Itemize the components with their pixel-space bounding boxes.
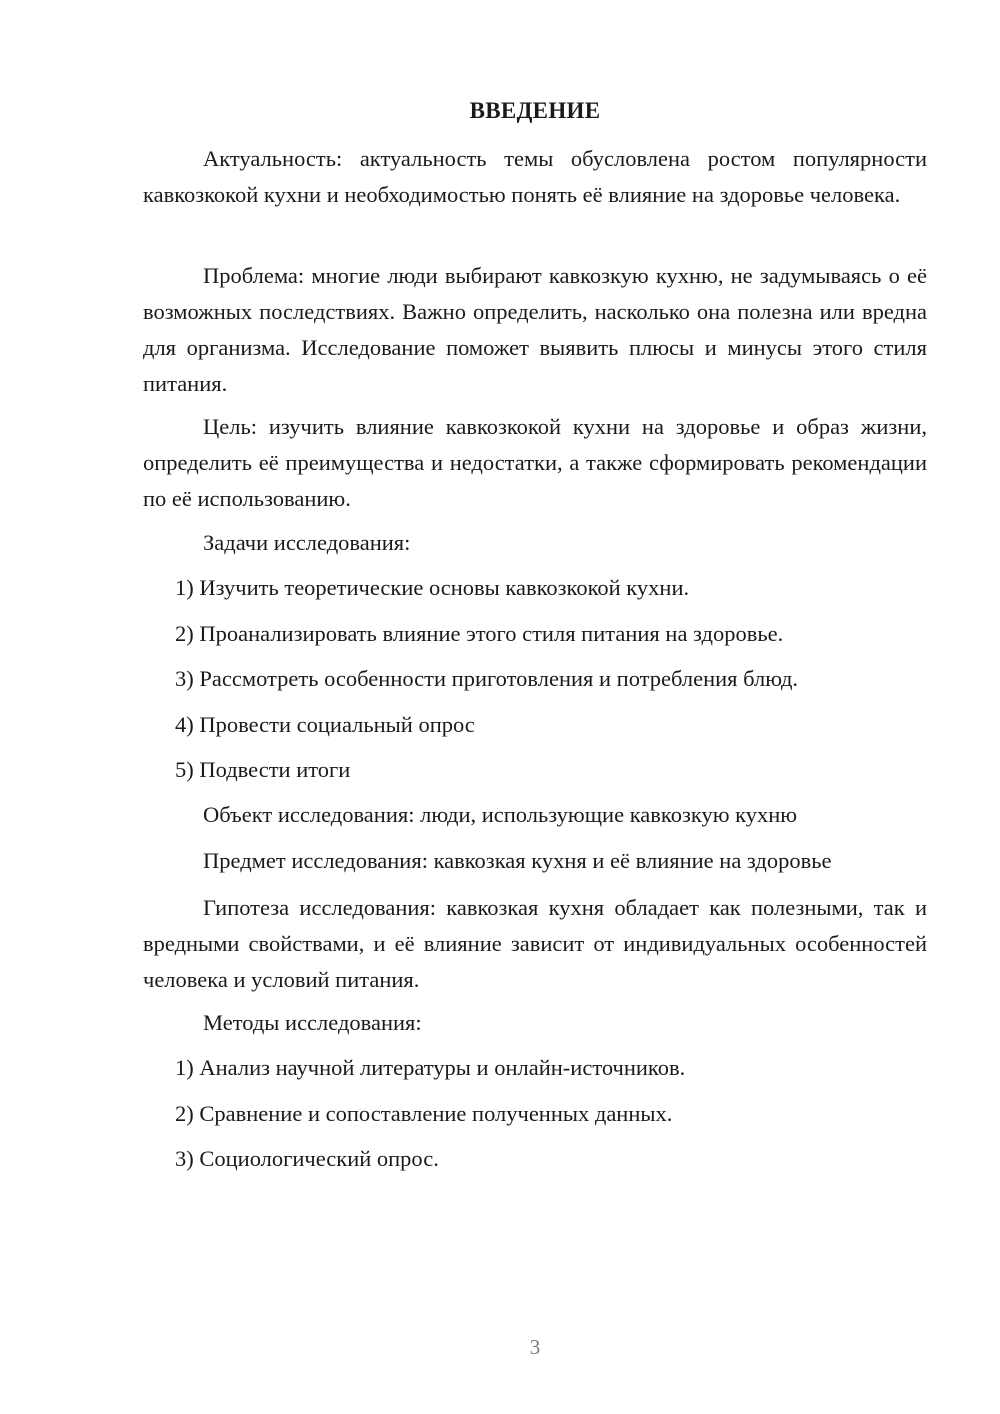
tasks-heading: Задачи исследования: (203, 530, 411, 555)
method-item: 3) Социологический опрос. (175, 1146, 439, 1171)
subject-line: Предмет исследования: кавкозкая кухня и её влияние на здоровье (203, 848, 832, 873)
hypothesis-paragraph: Гипотеза исследования: кавкозкая кухня обладает как полезными, так и вредными свойствами, и её влияние зависит от индивидуальных особенностей человека и условий питания. (143, 895, 927, 992)
task-item: 1) Изучить теоретические основы кавкозкокой кухни. (175, 575, 690, 600)
task-item: 5) Подвести итоги (175, 757, 351, 782)
relevance-paragraph: Актуальность: актуальность темы обусловлена ростом популярности кавкозкокой кухни и необходимостью понять её влияние на здоровье человека. (143, 146, 927, 207)
object-line: Объект исследования: люди, использующие кавкозкую кухню (203, 802, 798, 827)
problem-paragraph: Проблема: многие люди выбирают кавкозкую кухню, не задумываясь о её возможных последствиях. Важно определить, насколько она полезна или вредна для организма. Исследование поможет выявить плюсы и минусы этого стиля питания. (143, 263, 927, 396)
task-item: 3) Рассмотреть особенности приготовления и потребления блюд. (175, 666, 799, 691)
section-title: ВВЕДЕНИЕ (469, 98, 601, 123)
task-item: 2) Проанализировать влияние этого стиля питания на здоровье. (175, 621, 784, 646)
method-item: 1) Анализ научной литературы и онлайн-источников. (175, 1055, 686, 1080)
goal-paragraph: Цель: изучить влияние кавкозкокой кухни на здоровье и образ жизни, определить её преимущества и недостатки, а также сформировать рекомендации по её использованию. (143, 414, 927, 511)
task-item: 4) Провести социальный опрос (175, 712, 475, 737)
methods-heading: Методы исследования: (203, 1010, 422, 1035)
page-number: 3 (529, 1335, 541, 1359)
method-item: 2) Сравнение и сопоставление полученных данных. (175, 1101, 673, 1126)
